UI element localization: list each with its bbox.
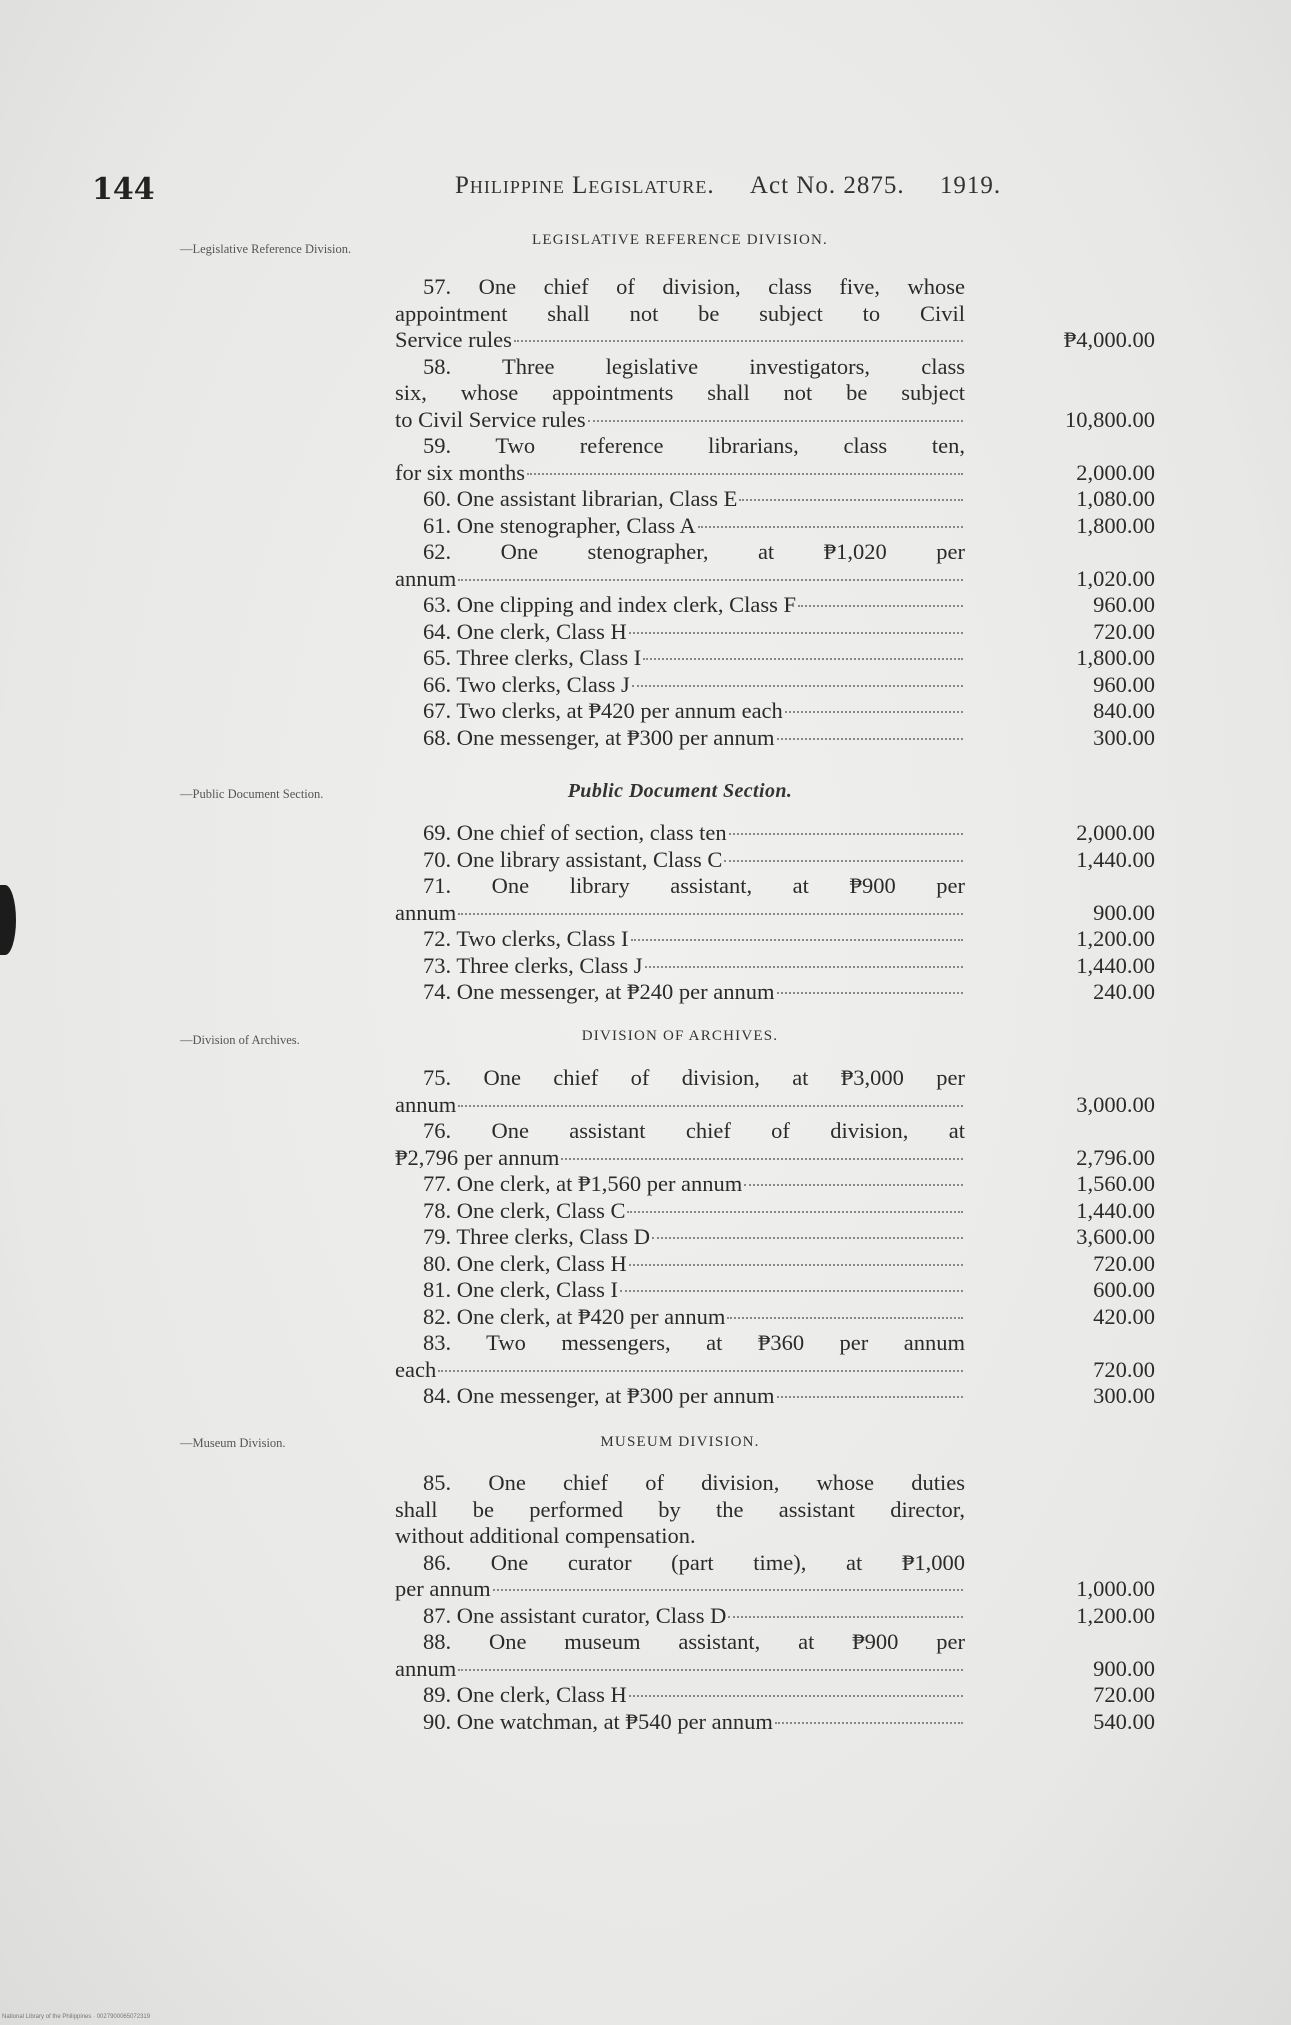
item-text-line <box>395 592 965 619</box>
item-text-line: 75. One chief of division, at ₱3,000 per <box>423 1065 965 1090</box>
item-text: 64. One clerk, Class H <box>423 618 627 644</box>
appropriation-item <box>395 873 965 926</box>
item-text-line <box>395 672 965 699</box>
item-text-line <box>395 1603 965 1630</box>
item-text-line: 76. One assistant chief of division, at <box>423 1118 965 1143</box>
item-amount: 1,200.00 <box>1076 1602 1155 1628</box>
dot-leader <box>643 658 963 660</box>
item-text: 79. Three clerks, Class D <box>423 1224 651 1249</box>
item-amount: 1,440.00 <box>1076 1197 1155 1223</box>
item-amount: 1,440.00 <box>1076 952 1155 978</box>
dot-leader <box>458 1105 963 1107</box>
item-text-line <box>395 645 965 672</box>
item-text: 74. One messenger, at ₱240 per annum <box>423 979 775 1004</box>
item-amount: 900.00 <box>1093 1655 1155 1681</box>
dot-leader <box>744 1184 963 1186</box>
item-text-line <box>395 566 965 593</box>
item-text-line <box>395 1656 965 1683</box>
appropriation-item <box>395 354 965 434</box>
appropriation-item <box>395 1709 965 1736</box>
item-text: Service rules <box>395 327 512 352</box>
running-header <box>455 172 1095 200</box>
item-amount: 900.00 <box>1093 899 1155 925</box>
header-publisher: Philippine Legislature. <box>455 172 715 199</box>
item-text-line <box>395 820 965 847</box>
item-amount: 300.00 <box>1093 1383 1155 1408</box>
item-amount: 3,000.00 <box>1076 1091 1155 1117</box>
margin-note: —Legislative Reference Division. <box>180 242 352 256</box>
item-amount: 2,000.00 <box>1076 459 1155 485</box>
item-text-line <box>395 1709 965 1736</box>
appropriation-item <box>395 1330 965 1383</box>
dot-leader <box>698 526 963 528</box>
item-amount: 240.00 <box>1093 979 1155 1004</box>
item-text-line <box>395 1171 965 1198</box>
item-text-line <box>395 327 965 354</box>
item-amount: 720.00 <box>1093 1682 1155 1707</box>
appropriation-item <box>395 725 965 752</box>
item-text-line: 85. One chief of division, whose duties <box>423 1470 965 1495</box>
item-text-line: without additional compensation. <box>395 1523 696 1548</box>
item-text: 78. One clerk, Class C <box>423 1197 626 1223</box>
section-heading: MUSEUM DIVISION. <box>600 1434 760 1450</box>
item-text: 69. One chief of section, class ten <box>423 820 727 845</box>
item-text-line <box>395 1304 965 1331</box>
item-text-line <box>395 1198 965 1225</box>
item-amount: 2,000.00 <box>1076 820 1155 845</box>
section-heading: Public Document Section. <box>567 780 793 802</box>
item-text-line <box>395 460 965 487</box>
item-text: 67. Two clerks, at ₱420 per annum each <box>423 698 783 723</box>
appropriation-item <box>395 1682 965 1709</box>
dot-leader <box>438 1370 963 1372</box>
item-text-line <box>395 1092 965 1119</box>
item-text: annum <box>395 1091 457 1117</box>
appropriation-item <box>395 1629 965 1682</box>
appropriation-item <box>395 1118 965 1171</box>
appropriation-item <box>395 953 965 980</box>
item-text-line: 71. One library assistant, at ₱900 per <box>423 873 965 898</box>
dot-leader <box>514 340 963 342</box>
dot-leader <box>627 1211 963 1213</box>
margin-note: —Public Document Section. <box>180 787 324 801</box>
item-text-line: 62. One stenographer, at ₱1,020 per <box>423 539 965 564</box>
item-amount: 1,440.00 <box>1076 846 1155 872</box>
item-amount: 960.00 <box>1093 592 1155 617</box>
appropriation-item <box>395 847 965 874</box>
dot-leader <box>728 1616 963 1618</box>
dot-leader <box>777 992 963 994</box>
dot-leader <box>561 1158 963 1160</box>
item-text-line <box>395 407 965 434</box>
appropriation-item <box>395 645 965 672</box>
dot-leader <box>729 833 963 835</box>
section-heading: DIVISION OF ARCHIVES. <box>581 1028 779 1044</box>
appropriation-item <box>395 1277 965 1304</box>
item-text-line: six, whose appointments shall not be subject <box>395 380 965 405</box>
appropriation-item <box>395 1304 965 1331</box>
scan-edge-mark <box>0 885 16 955</box>
item-text: 82. One clerk, at ₱420 per annum <box>423 1303 726 1329</box>
item-text: to Civil Service rules <box>395 406 586 432</box>
appropriation-item <box>395 592 965 619</box>
item-text: ₱2,796 per annum <box>395 1144 560 1170</box>
item-text-line <box>395 725 965 752</box>
dot-leader <box>727 1317 963 1319</box>
item-text-line: 83. Two messengers, at ₱360 per annum <box>423 1330 965 1355</box>
dot-leader <box>785 711 963 713</box>
item-text-line <box>395 1145 965 1172</box>
header-act: Act No. 2875. <box>749 172 905 199</box>
item-text-line <box>395 900 965 927</box>
page-number: 144 <box>92 172 155 207</box>
item-amount: 10,800.00 <box>1065 406 1155 432</box>
item-text-line: 58. Three legislative investigators, class <box>423 353 965 379</box>
dot-leader <box>777 1396 963 1398</box>
item-amount: 1,560.00 <box>1076 1171 1155 1196</box>
dot-leader <box>620 1290 963 1292</box>
dot-leader <box>724 860 963 862</box>
item-text-line <box>395 847 965 874</box>
item-text: 90. One watchman, at ₱540 per annum <box>423 1708 773 1734</box>
item-amount: 540.00 <box>1093 1708 1155 1734</box>
dot-leader <box>631 939 964 941</box>
margin-note: —Museum Division. <box>180 1436 286 1450</box>
appropriation-item <box>395 672 965 699</box>
item-text: for six months <box>395 459 526 485</box>
item-text-line: 57. One chief of division, class five, whose <box>423 274 965 299</box>
item-text: 89. One clerk, Class H <box>423 1682 627 1707</box>
item-amount: 840.00 <box>1093 698 1155 723</box>
item-text-line: 59. Two reference librarians, class ten, <box>423 433 965 458</box>
appropriation-item <box>395 1470 965 1550</box>
item-text: annum <box>395 1655 457 1681</box>
dot-leader <box>629 1695 963 1697</box>
appropriation-item <box>395 513 965 540</box>
dot-leader <box>632 685 963 687</box>
item-text: 61. One stenographer, Class A <box>423 512 696 538</box>
item-amount: 300.00 <box>1093 724 1155 750</box>
appropriation-item <box>395 698 965 725</box>
item-amount: 720.00 <box>1093 1250 1155 1276</box>
appropriation-item <box>395 979 965 1006</box>
dot-leader <box>652 1237 963 1239</box>
item-text-line <box>395 1383 965 1410</box>
item-text: 87. One assistant curator, Class D <box>423 1602 727 1628</box>
item-text-line <box>395 953 965 980</box>
appropriation-item <box>395 1198 965 1225</box>
dot-leader <box>775 1722 963 1724</box>
item-text-line <box>395 1251 965 1278</box>
item-text: 68. One messenger, at ₱300 per annum <box>423 724 775 750</box>
dot-leader <box>777 738 963 740</box>
item-text-line: appointment shall not be subject to Civil <box>395 300 965 326</box>
item-text-line <box>395 513 965 540</box>
dot-leader <box>798 605 963 607</box>
dot-leader <box>493 1589 963 1591</box>
appropriation-item <box>395 820 965 847</box>
item-text-line: shall be performed by the assistant director, <box>395 1496 965 1522</box>
item-text-line <box>395 979 965 1006</box>
item-amount: 1,800.00 <box>1076 645 1155 670</box>
item-text-line <box>395 1682 965 1709</box>
item-text: 70. One library assistant, Class C <box>423 846 723 872</box>
item-text-line <box>395 926 965 953</box>
item-amount: 2,796.00 <box>1076 1144 1155 1170</box>
item-text: per annum <box>395 1576 491 1601</box>
item-text-line <box>395 619 965 646</box>
appropriation-item <box>395 1065 965 1118</box>
item-amount: 3,600.00 <box>1076 1224 1155 1249</box>
item-amount: 1,800.00 <box>1076 512 1155 538</box>
appropriation-item <box>395 1251 965 1278</box>
appropriation-item <box>395 926 965 953</box>
appropriation-item <box>395 539 965 592</box>
dot-leader <box>629 1264 963 1266</box>
dot-leader <box>458 913 963 915</box>
dot-leader <box>458 579 963 581</box>
item-text: each <box>395 1356 437 1382</box>
item-text: 60. One assistant librarian, Class E <box>423 486 738 511</box>
appropriation-item <box>395 1224 965 1251</box>
item-text: 80. One clerk, Class H <box>423 1250 627 1276</box>
dot-leader <box>645 966 963 968</box>
item-text: 84. One messenger, at ₱300 per annum <box>423 1383 775 1408</box>
item-text: 65. Three clerks, Class I <box>423 645 642 670</box>
item-text: 77. One clerk, at ₱1,560 per annum <box>423 1171 743 1196</box>
item-amount: 1,080.00 <box>1076 486 1155 511</box>
appropriation-item <box>395 1383 965 1410</box>
appropriation-item <box>395 486 965 513</box>
item-text: 66. Two clerks, Class J <box>423 671 630 697</box>
scan-footer: National Library of the Philippines · 0027900065072319 <box>2 2014 151 2020</box>
item-text: 81. One clerk, Class I <box>423 1277 618 1302</box>
item-text: annum <box>395 899 457 925</box>
item-amount: 960.00 <box>1093 671 1155 697</box>
item-text: 73. Three clerks, Class J <box>423 952 643 978</box>
item-text-line: 88. One museum assistant, at ₱900 per <box>423 1629 965 1654</box>
item-text: annum <box>395 565 457 591</box>
dot-leader <box>458 1669 963 1671</box>
item-text-line <box>395 486 965 513</box>
item-amount: 720.00 <box>1093 1356 1155 1382</box>
item-amount: 1,020.00 <box>1076 565 1155 591</box>
appropriation-item <box>395 433 965 486</box>
appropriation-item <box>395 619 965 646</box>
item-text-line: 86. One curator (part time), at ₱1,000 <box>423 1549 965 1575</box>
header-year: 1919. <box>939 172 1002 199</box>
section-heading: LEGISLATIVE REFERENCE DIVISION. <box>532 232 828 248</box>
item-text-line <box>395 1357 965 1384</box>
item-text: 72. Two clerks, Class I <box>423 926 629 951</box>
item-text: 63. One clipping and index clerk, Class F <box>423 592 797 617</box>
appropriation-item <box>395 1171 965 1198</box>
item-text-line <box>395 1576 965 1603</box>
item-amount: ₱4,000.00 <box>1063 327 1155 352</box>
appropriation-item <box>395 1603 965 1630</box>
item-amount: 1,000.00 <box>1076 1576 1155 1601</box>
appropriation-item <box>395 274 965 354</box>
item-text-line <box>395 698 965 725</box>
item-amount: 1,200.00 <box>1076 926 1155 951</box>
item-amount: 720.00 <box>1093 618 1155 644</box>
dot-leader <box>629 632 963 634</box>
appropriation-item <box>395 1550 965 1603</box>
item-amount: 420.00 <box>1093 1303 1155 1329</box>
dot-leader <box>527 473 963 475</box>
item-text-line <box>395 1224 965 1251</box>
item-text-line <box>395 1277 965 1304</box>
dot-leader <box>588 420 963 422</box>
item-amount: 600.00 <box>1093 1277 1155 1302</box>
margin-note: —Division of Archives. <box>180 1033 300 1047</box>
dot-leader <box>739 499 963 501</box>
